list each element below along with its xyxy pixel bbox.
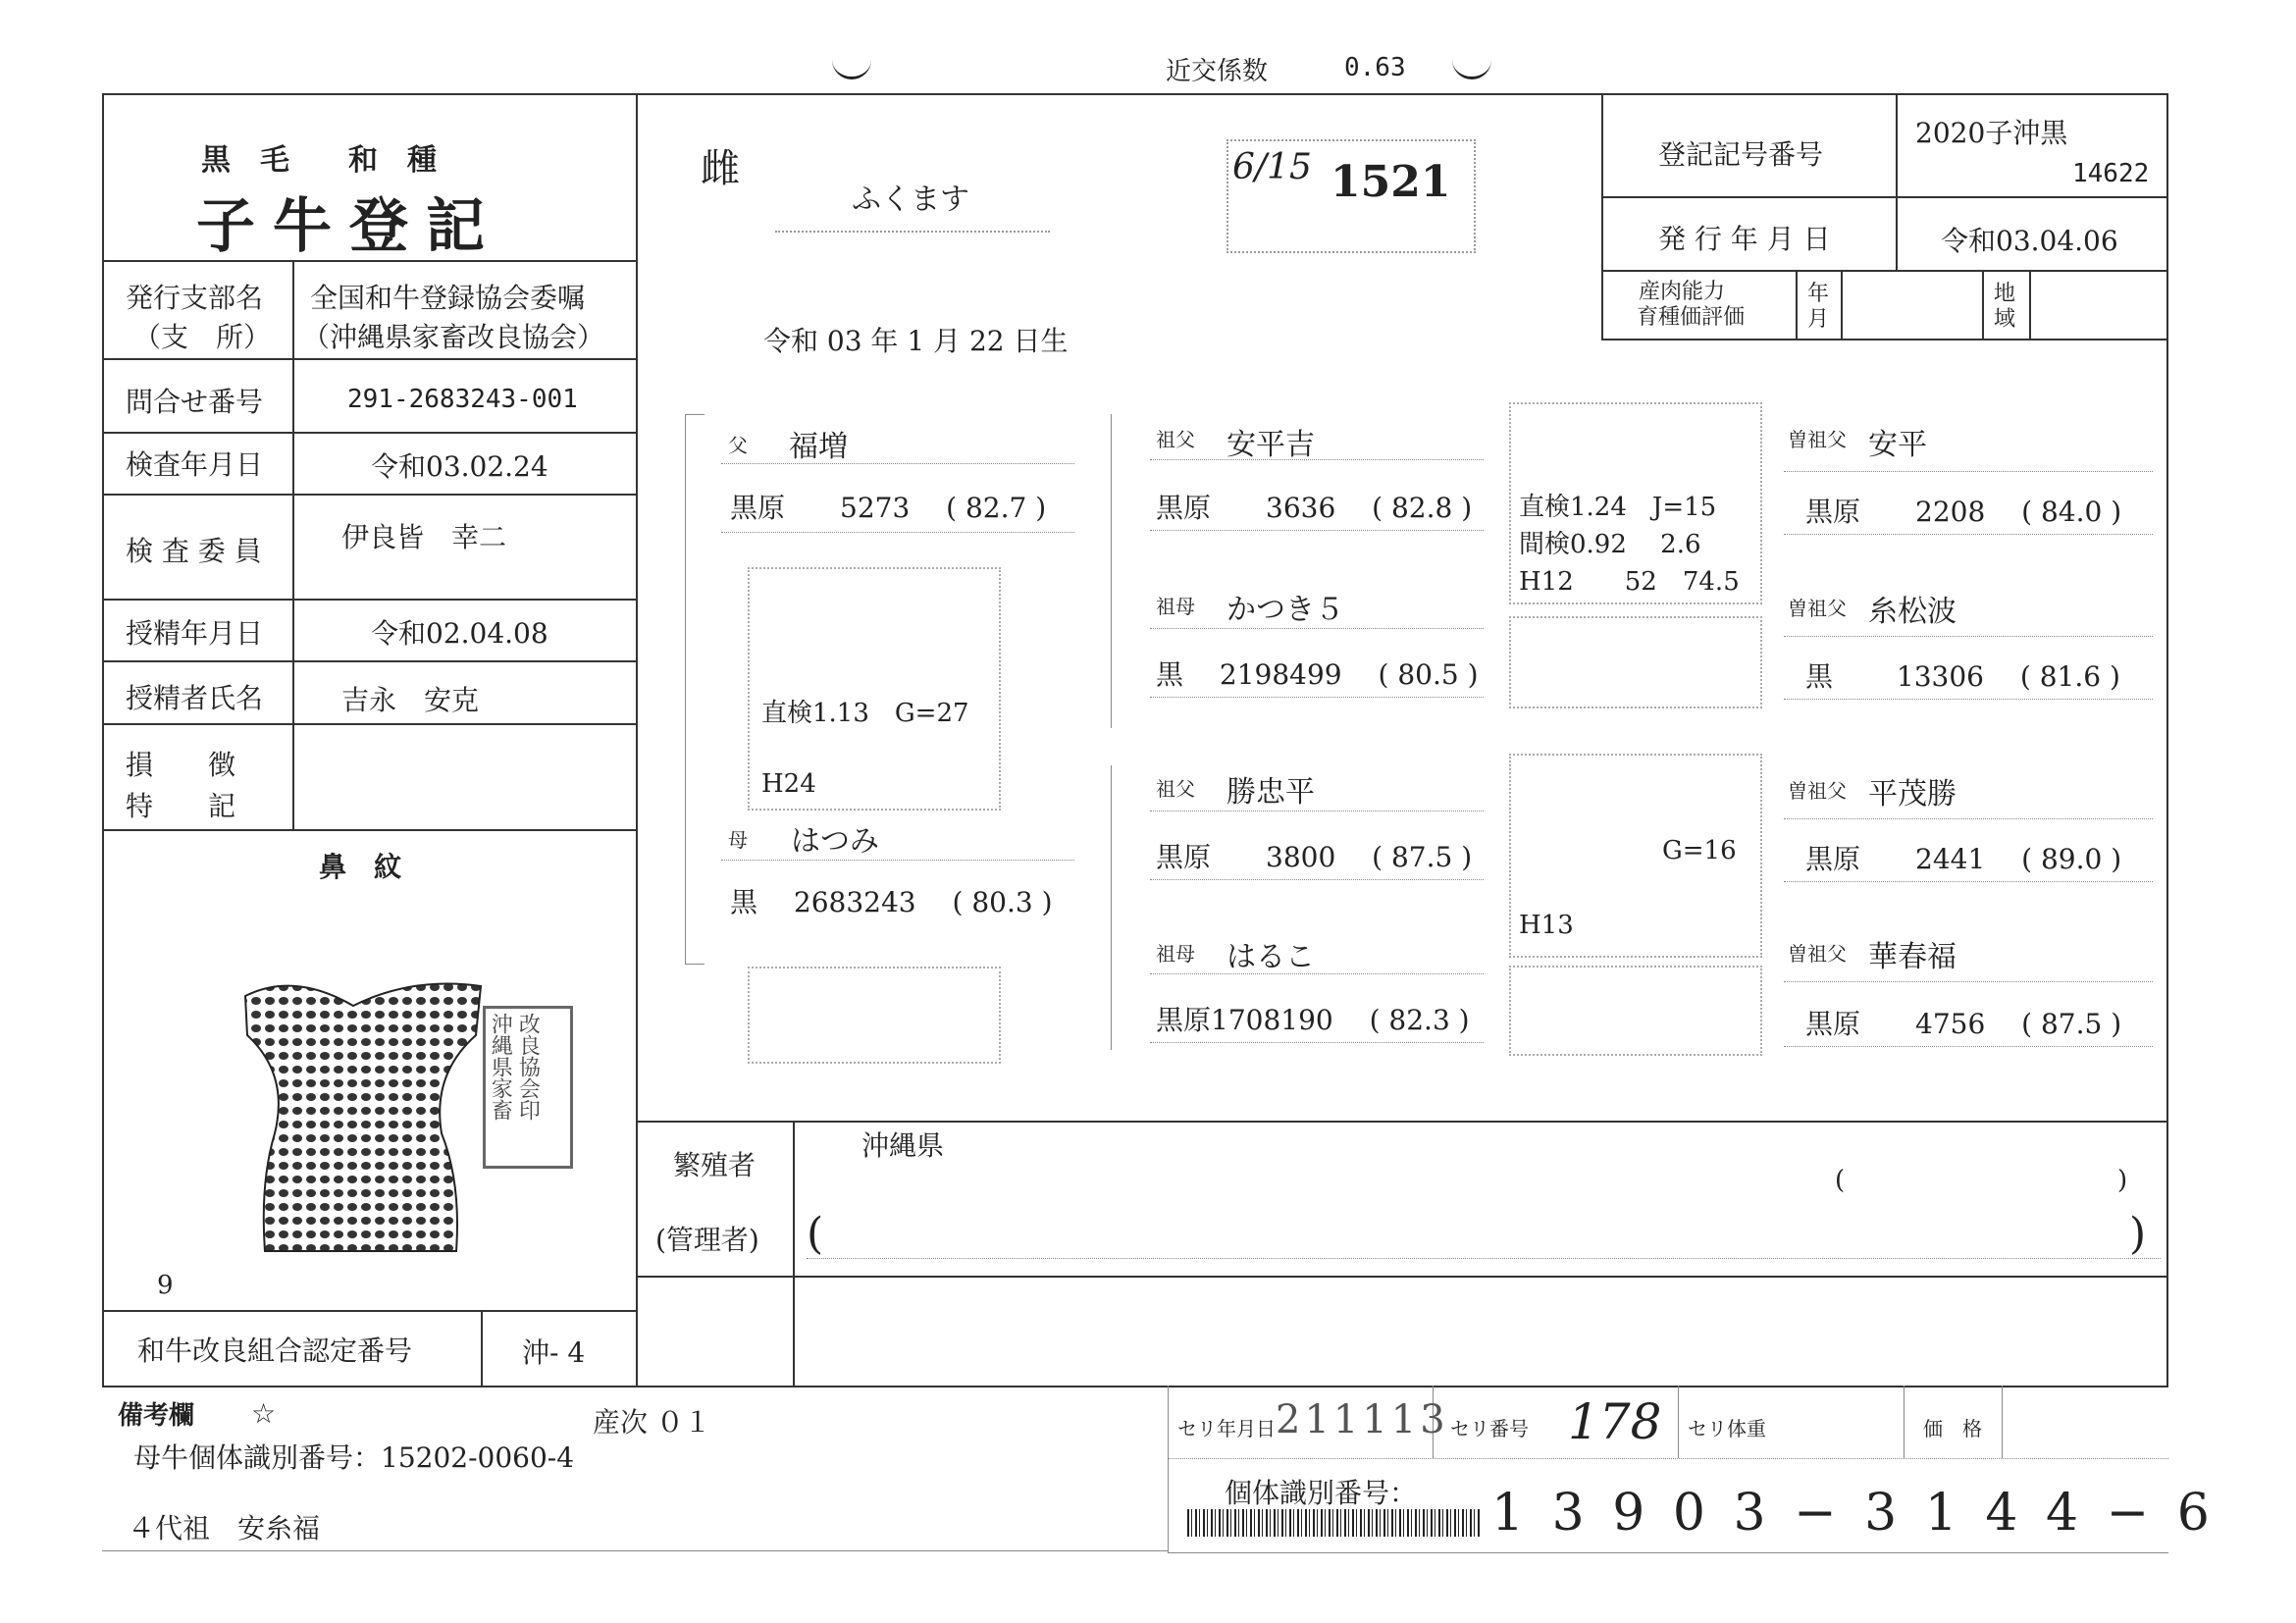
inspection-date-value: 令和03.02.24: [371, 450, 548, 483]
branch-value: 全国和牛登録協会委嘱: [310, 282, 586, 314]
reg-line: [1784, 534, 2153, 535]
gs1-name: 安平吉: [1226, 428, 1315, 462]
gs1-info-line1: 直検1.24 J=15: [1519, 493, 1717, 522]
insemination-date-label: 授精年月日: [126, 617, 264, 650]
ggs2-registration: 黒 13306 ( 81.6 ): [1805, 660, 2120, 693]
breeder-paren-open: (: [1835, 1166, 1846, 1195]
frame-right: [2166, 93, 2168, 1386]
inquiry-value: 291-2683243-001: [347, 385, 578, 414]
frame-left: [102, 93, 104, 1386]
dam-registration: 黒 2683243 ( 80.3 ): [730, 886, 1053, 918]
gs2-name: 勝忠平: [1226, 775, 1315, 810]
issue-date-label: 発 行 年 月 日: [1658, 223, 1831, 255]
region-label: 地: [1994, 282, 2016, 306]
registry-sub: [2029, 270, 2031, 339]
nose-print-image: [235, 967, 491, 1261]
breeder-bottom: [636, 1276, 2166, 1278]
gp-bracket-2: [1111, 765, 1112, 1050]
star-icon: ☆: [251, 1397, 277, 1430]
branch-label-sub: （支 所）: [133, 321, 272, 353]
ggs1-registration: 黒原 2208 ( 84.0 ): [1805, 496, 2122, 528]
sire-relation: 父: [728, 434, 748, 457]
cert-label: 和牛改良組合認定番号: [137, 1335, 413, 1367]
inspector-label: 検 査 委 員: [126, 535, 262, 567]
inseminator-label: 授精者氏名: [126, 682, 264, 714]
manager-paren-close: ): [2129, 1209, 2147, 1259]
row-line: [102, 829, 636, 831]
branch-value-sub: （沖縄県家畜改良協会）: [302, 321, 605, 353]
ggs4-relation: 曽祖父: [1788, 942, 1847, 966]
row-line: [102, 660, 636, 662]
dam-name: はつみ: [791, 824, 879, 859]
cert-divider: [481, 1310, 483, 1386]
remarks-label: 備考欄: [118, 1401, 195, 1431]
registry-line: [1601, 270, 2166, 272]
ggs3-relation: 曽祖父: [1788, 779, 1847, 803]
remarks-bottom: [102, 1550, 1168, 1551]
doc-title: 子牛登記: [196, 192, 502, 261]
dam-id: 母牛個体識別番号：15202-0060-4: [133, 1441, 575, 1474]
name-line: [1150, 628, 1484, 629]
reg-line: [1150, 697, 1484, 698]
gd1-registration: 黒 2198499 ( 80.5 ): [1156, 658, 1479, 691]
reg-line: [1150, 879, 1484, 880]
reg-line: [1150, 530, 1484, 531]
inspection-date-label: 検査年月日: [126, 448, 264, 481]
row-line: [102, 494, 636, 496]
gd2-registration: 黒原1708190 ( 82.3 ): [1156, 1004, 1470, 1036]
name-line: [1150, 973, 1484, 974]
reg-line: [1150, 1042, 1484, 1043]
breeder-top: [636, 1121, 2166, 1123]
name-underline: [775, 231, 1050, 233]
ggs2-name: 糸松波: [1868, 595, 1957, 629]
auction-date-value: 211113: [1276, 1397, 1449, 1442]
gd1-relation: 祖母: [1156, 595, 1195, 618]
damage-label-sub: 特 記: [126, 790, 236, 822]
issue-date-value: 令和03.04.06: [1941, 225, 2118, 257]
fourth-generation: ４代祖 安糸福: [128, 1512, 321, 1544]
calf-sex: 雌: [701, 146, 740, 191]
reg-line: [1784, 699, 2153, 700]
bracket-tick: [685, 964, 704, 965]
gd1-info-box: [1509, 616, 1762, 708]
seal-text-right: 沖縄県家畜: [488, 1013, 513, 1121]
row-line: [102, 1310, 636, 1312]
calf-name: ふくます: [852, 183, 969, 217]
sire-registration: 黒原 5273 ( 82.7 ): [730, 492, 1047, 524]
auction-number-value: 178: [1568, 1393, 1662, 1450]
breeder-value: 沖縄県: [861, 1129, 945, 1162]
reg-line: [1784, 1046, 2153, 1047]
damage-label: 損 徴: [126, 749, 236, 781]
left-column-divider: [636, 93, 638, 1386]
name-line: [1150, 459, 1484, 460]
reg-line: [1784, 881, 2153, 882]
breeder-paren-close: ): [2117, 1166, 2128, 1195]
gs2-registration: 黒原 3800 ( 87.5 ): [1156, 841, 1473, 873]
frame-bottom: [102, 1386, 2168, 1387]
breeder-divider: [793, 1121, 795, 1386]
inspector-value: 伊良皆 幸二: [341, 521, 507, 553]
row-line: [102, 432, 636, 434]
dam-info-box: [748, 967, 1001, 1064]
handwritten-date: 6/15: [1232, 147, 1312, 187]
inseminator-value: 吉永 安克: [341, 684, 480, 716]
gs1-relation: 祖父: [1156, 428, 1195, 451]
sire-name: 福増: [789, 430, 848, 464]
bracket-left-mark: [832, 47, 871, 79]
name-line: [1150, 811, 1484, 812]
individual-id-label: 個体識別番号：: [1225, 1477, 1418, 1509]
year-label: 年: [1807, 282, 1830, 306]
name-line: [1784, 636, 2153, 637]
manager-line: [807, 1258, 2161, 1259]
manager-label: (管理者): [655, 1224, 759, 1256]
parents-bracket: [685, 414, 686, 964]
registry-sub: [1796, 270, 1798, 339]
registry-line: [1601, 196, 2166, 198]
auction-sub: [1678, 1386, 1679, 1458]
ggs2-relation: 曽祖父: [1788, 597, 1847, 620]
gs2-relation: 祖父: [1156, 777, 1195, 801]
gd1-name: かつき５: [1226, 593, 1344, 627]
birth-date: 令和 03 年 1 月 22 日生: [763, 325, 1069, 357]
reg-no-label: 登記記号番号: [1658, 138, 1824, 171]
month-label: 月: [1807, 307, 1830, 332]
breeding-value-label: 育種価評価: [1637, 305, 1746, 330]
name-line: [1784, 818, 2153, 819]
ggs4-name: 華春福: [1868, 940, 1957, 974]
gd2-info-box: [1509, 966, 1762, 1056]
nose-print-number: 9: [157, 1271, 174, 1300]
inquiry-label: 問合せ番号: [126, 386, 264, 418]
ggs1-name: 安平: [1868, 428, 1927, 462]
registry-sub: [1982, 270, 1984, 339]
ggs3-name: 平茂勝: [1868, 777, 1957, 812]
bracket-tick: [685, 414, 704, 415]
gp-bracket-1: [1111, 414, 1112, 728]
row-line: [102, 358, 636, 360]
gs2-info-line1: G=16: [1662, 836, 1737, 865]
manager-paren-open: (: [807, 1209, 824, 1259]
ggs4-registration: 黒原 4756 ( 87.5 ): [1805, 1008, 2122, 1040]
cert-value: 沖- 4: [522, 1336, 586, 1369]
row-line: [102, 260, 636, 262]
sire-info-line2: H24: [761, 769, 816, 799]
registry-line: [1601, 339, 2166, 340]
registry-mid: [1896, 93, 1898, 270]
inbreeding-label: 近交係数: [1166, 57, 1269, 86]
registry-sub: [1841, 270, 1843, 339]
label-column-divider: [292, 260, 294, 829]
auction-mid: [1168, 1458, 2168, 1459]
ggs1-relation: 曽祖父: [1788, 428, 1847, 451]
gd2-name: はるこ: [1226, 940, 1315, 974]
dam-relation: 母: [728, 828, 748, 852]
reg-no-value: 2020子沖黒: [1915, 117, 2068, 149]
parity: 産次 ０１: [593, 1406, 711, 1439]
name-line: [721, 860, 1074, 861]
branch-label: 発行支部名: [126, 282, 264, 314]
ggs3-registration: 黒原 2441 ( 89.0 ): [1805, 843, 2122, 875]
reg-no-number: 14622: [2072, 159, 2150, 188]
auction-bottom: [1168, 1552, 2168, 1553]
nose-print-label: 鼻 紋: [319, 851, 402, 883]
gd2-relation: 祖母: [1156, 942, 1195, 966]
insemination-date-value: 令和02.04.08: [371, 617, 548, 650]
registry-left: [1601, 93, 1603, 339]
region-label-sub: 域: [1994, 307, 2016, 332]
auction-sub: [1904, 1386, 1905, 1458]
barcode-icon: [1187, 1509, 1482, 1537]
gs2-info-line2: H13: [1519, 911, 1574, 940]
association-seal: [483, 1006, 573, 1169]
meat-ability-label: 産肉能力: [1639, 280, 1726, 304]
reg-line: [721, 532, 1074, 533]
name-line: [1784, 981, 2153, 982]
name-line: [1784, 471, 2153, 472]
frame-top: [102, 93, 2168, 95]
gs1-info-line3: H12 52 74.5: [1519, 567, 1740, 597]
row-line: [102, 723, 636, 725]
calf-number: 1521: [1331, 157, 1451, 207]
breed-title: 黒 毛 和 種: [201, 143, 437, 178]
auction-date-label: セリ年月日: [1177, 1417, 1276, 1440]
auction-sub: [2002, 1386, 2003, 1458]
individual-id-value: 1 3 9 0 3 − 3 1 4 4 − 6: [1491, 1484, 2216, 1543]
inbreeding-value: 0.63: [1344, 53, 1406, 82]
bracket-right-mark: [1452, 47, 1491, 79]
auction-left: [1168, 1386, 1169, 1552]
gs1-registration: 黒原 3636 ( 82.8 ): [1156, 492, 1473, 524]
auction-weight-label: セリ体重: [1688, 1417, 1766, 1440]
seal-text-left: 改良協会印: [515, 1013, 541, 1121]
breeder-label: 繁殖者: [673, 1149, 757, 1181]
row-line: [102, 599, 636, 601]
gs1-info-line2: 間検0.92 2.6: [1519, 530, 1701, 559]
sire-info-line1: 直検1.13 G=27: [761, 699, 969, 728]
price-label: 価 格: [1923, 1417, 1982, 1440]
name-line: [721, 463, 1074, 464]
auction-number-label: セリ番号: [1450, 1417, 1529, 1440]
